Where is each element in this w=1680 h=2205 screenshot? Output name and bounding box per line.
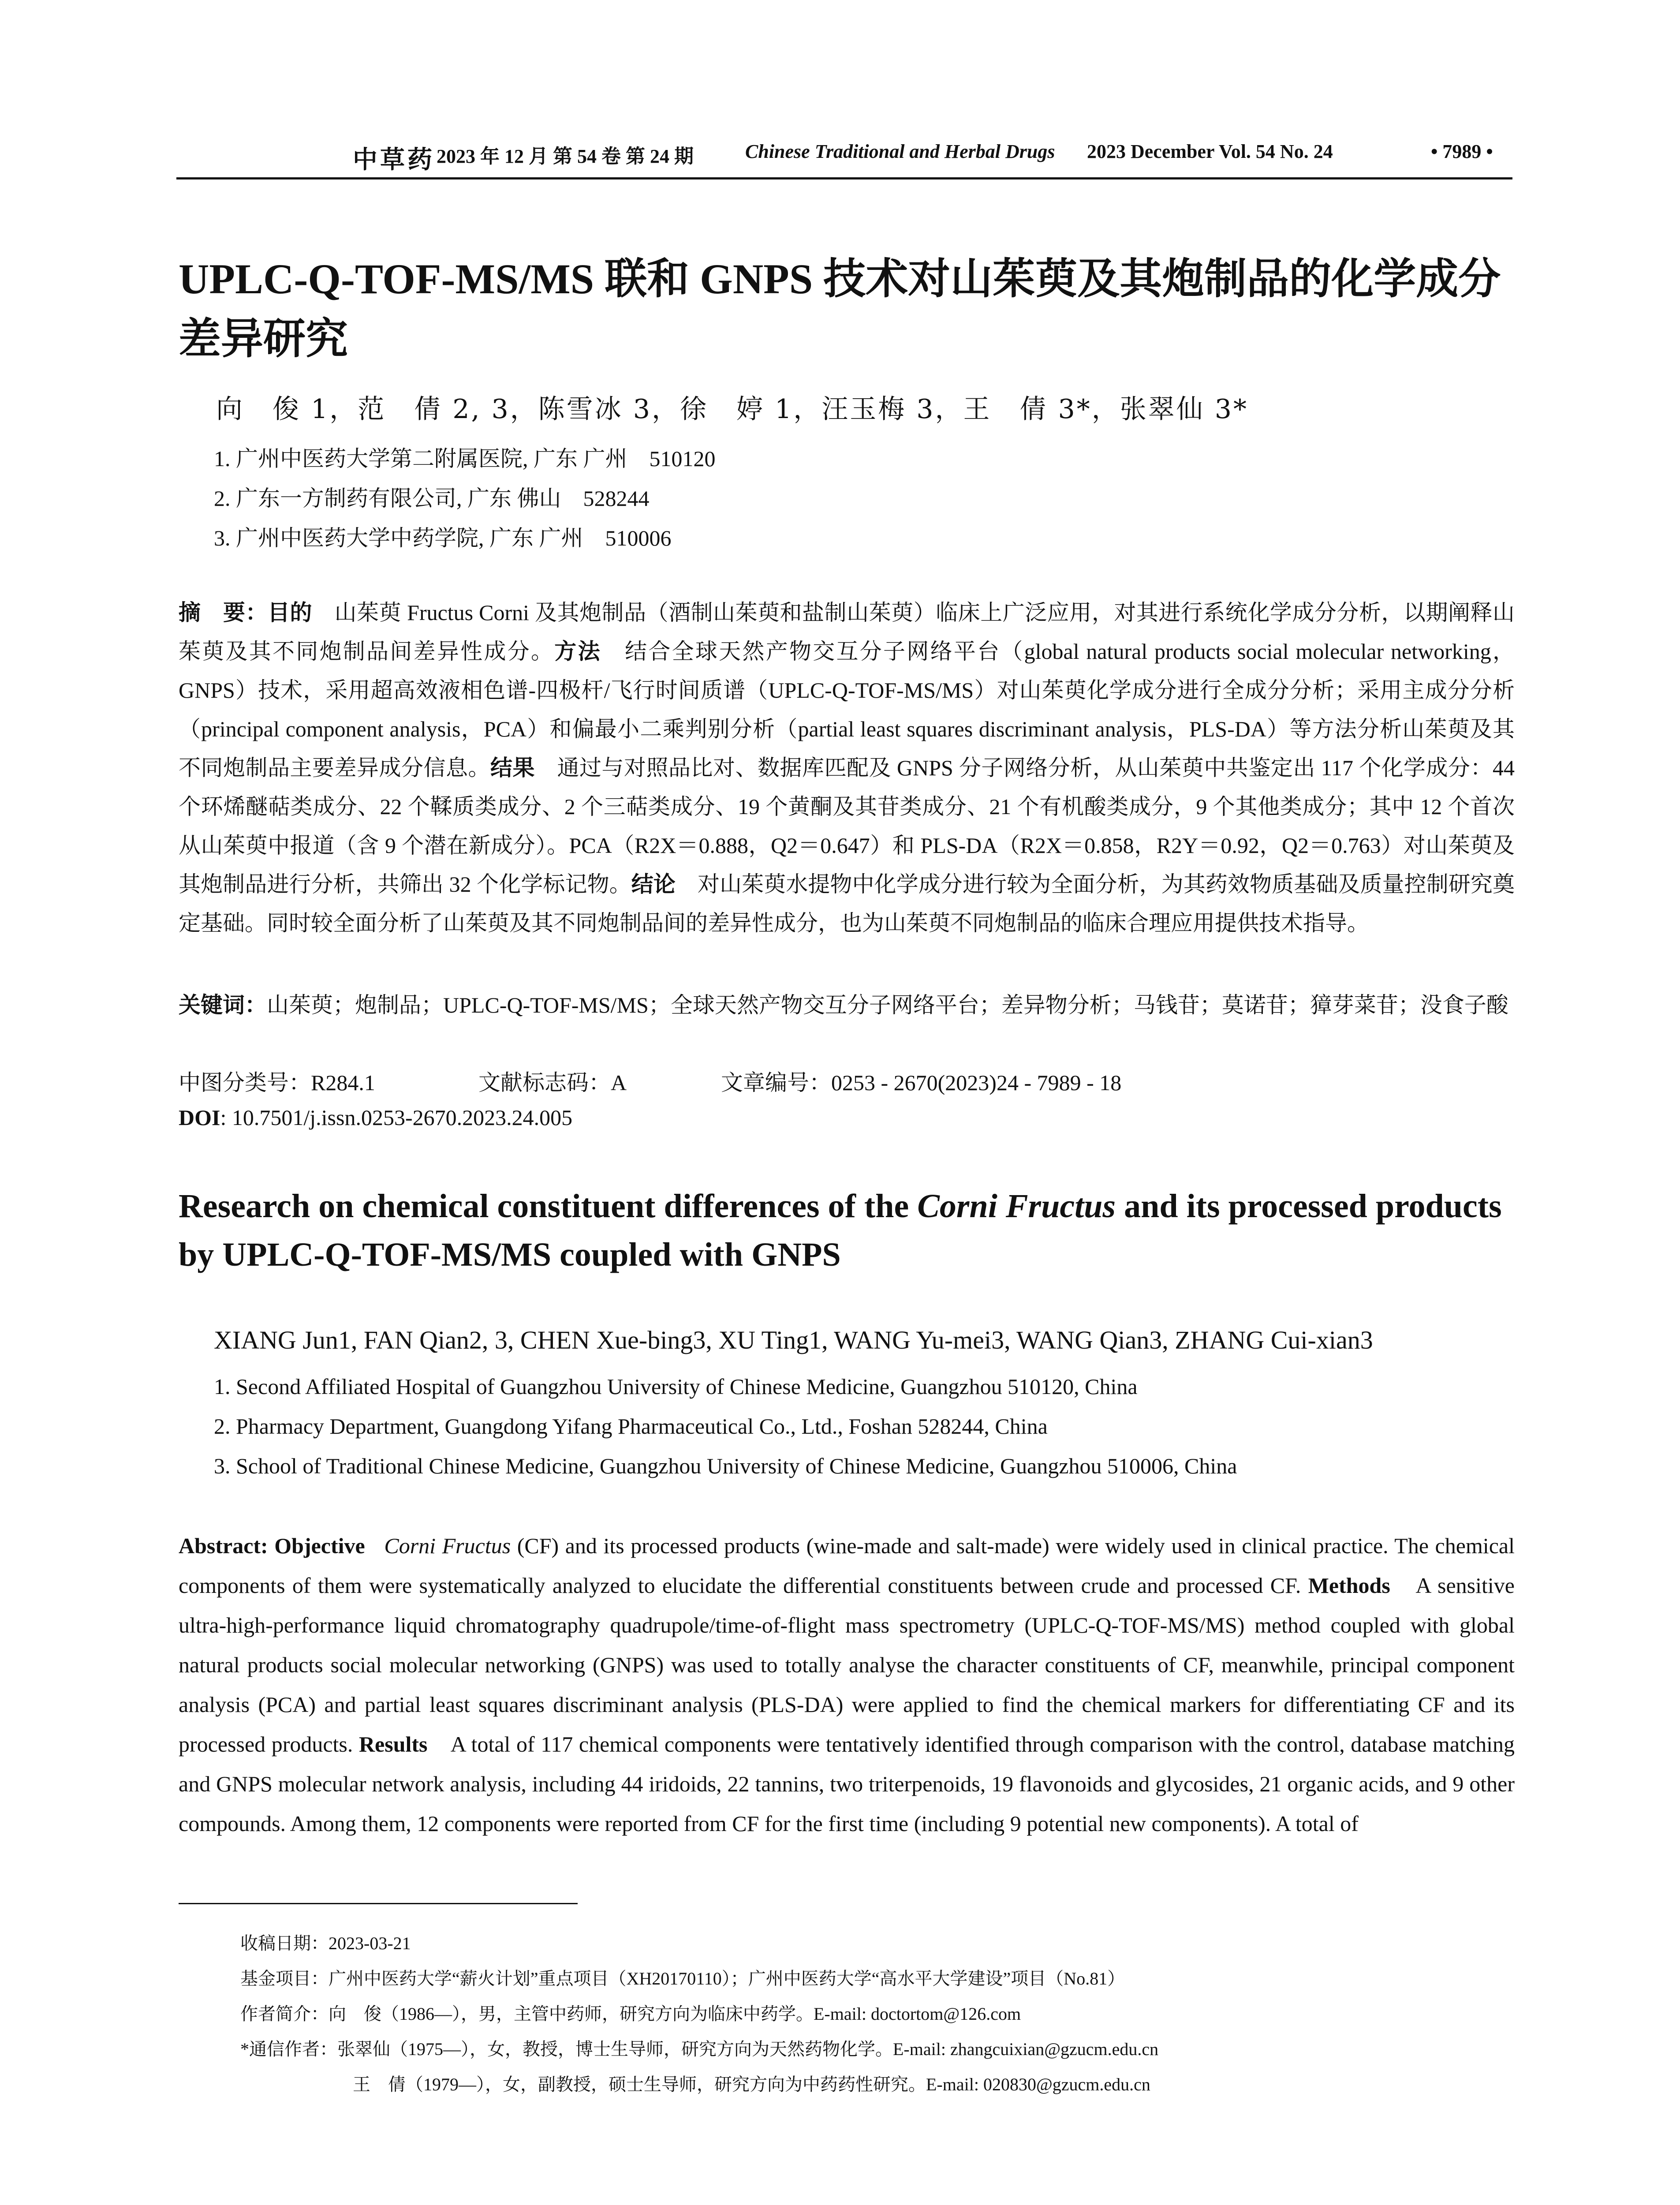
corresponding-author-2: 王 倩（1979—），女，副教授，硕士生导师，研究方向为中药药性研究。E-mail: 020830@gzucm.edu.cn [353, 2074, 1150, 2094]
corresponding-author: *通信作者：张翠仙（1975—），女，教授，博士生导师，研究方向为天然药物化学。E-mail: zhangcuixian@gzucm.edu.cn [240, 2039, 1159, 2059]
abstract-label-en: Abstract: Objective [179, 1533, 365, 1558]
title-en-species: Corni Fructus [917, 1188, 1116, 1225]
article-title-cn: UPLC-Q-TOF-MS/MS 联和 GNPS 技术对山茱萸及其炮制品的化学成分差异研究 [179, 255, 1501, 363]
keywords-cn [179, 986, 1515, 1024]
conclusion-label-cn: 结论 [631, 872, 676, 897]
conclusion-text-cn: 对山茱萸水提物中化学成分进行较为全面分析，为其药效物质基础及质量控制研究奠定基础。同时较全面分析了山茱萸及其不同炮制品间的差异性成分，也为山茱萸不同炮制品的临床合理应用提供技术指导。 [179, 872, 1515, 935]
abstract-cn [179, 593, 1515, 942]
results-label-en: Results [358, 1732, 428, 1757]
title-en-part-1: Research on chemical constituent differences of the [179, 1188, 918, 1225]
abstract-en [179, 1526, 1515, 1843]
keywords-text-cn: 山茱萸；炮制品；UPLC-Q-TOF-MS/MS；全球天然产物交互分子网络平台；差异物分析；马钱苷；莫诺苷；獐芽菜苷；没食子酸 [267, 993, 1508, 1017]
affiliation-en-1: 1. Second Affiliated Hospital of Guangzhou University of Chinese Medicine, Guangzhou 510120, China [214, 1374, 1138, 1399]
article-number: 文章编号：0253 - 2670(2023)24 - 7989 - 18 [721, 1070, 1122, 1095]
journal-name-en: Chinese Traditional and Herbal Drugs [745, 141, 1055, 162]
results-text-en: A total of 117 chemical components were tentatively identified through comparison with the control, database matching and GNPS molecular network analysis, including 44 iridoids, 22 tannins, two triterpenoids, 19 flavonoids and glycosides, 21 organic acids, and 9 other compounds. Among them, 12 components were reported from CF for the first time (including 9 potential new components). A total of [179, 1732, 1515, 1836]
methods-text-cn: 结合全球天然产物交互分子网络平台（global natural products social molecular networking，GNPS）技术，采用超高效液相色谱-四极杆/飞行时间质谱（UPLC-Q-TOF-MS/MS）对山茱萸化学成分进行全成分分析；采用主成分分析（principal component analysis，PCA）和偏最小二乘判别分析（partial least squares discriminant analysis，PLS-DA）等方法分析山茱萸及其不同炮制品主要差异成分信息。 [179, 639, 1515, 780]
page-number: • 7989 • [1431, 141, 1493, 162]
methods-label-en: Methods [1308, 1573, 1390, 1598]
fund-info: 基金项目：广州中医药大学“薪火计划”重点项目（XH20170110）；广州中医药大学“高水平大学建设”项目（No.81） [240, 1969, 1125, 1988]
author-bio: 作者简介：向 俊（1986—），男，主管中药师，研究方向为临床中药学。E-mail: doctortom@126.com [240, 2004, 1021, 2024]
article-title-en [179, 1182, 1523, 1279]
author-list-cn: 向 俊 1，范 倩 2, 3，陈雪冰 3，徐 婷 1，汪玉梅 3，王 倩 3*，张翠仙 3* [216, 394, 1249, 425]
keywords-label-cn: 关键词： [179, 993, 267, 1017]
doi-value: : 10.7501/j.issn.0253-2670.2023.24.005 [220, 1105, 573, 1130]
abstract-label-cn: 摘 要： [179, 600, 268, 625]
journal-name-cn: 中草药 [353, 146, 435, 174]
affiliation-en-3: 3. School of Traditional Chinese Medicine, Guangzhou University of Chinese Medicine, Guangzhou 510006, China [214, 1454, 1237, 1478]
author-list-en: XIANG Jun1, FAN Qian2, 3, CHEN Xue-bing3, XU Ting1, WANG Yu-mei3, WANG Qian3, ZHANG Cui-xian3 [214, 1326, 1373, 1354]
objective-label-cn: 目的 [268, 600, 313, 625]
title-en-part-2: and its processed products by UPLC-Q-TOF-MS/MS coupled with GNPS [179, 1188, 1502, 1273]
results-text-cn: 通过与对照品比对、数据库匹配及 GNPS 分子网络分析，从山茱萸中共鉴定出 117 个化学成分：44 个环烯醚萜类成分、22 个鞣质类成分、2 个三萜类成分、19 个黄酮及其苷类成分、21 个有机酸类成分，9 个其他类成分；其中 12 个首次从山茱萸中报道（含 9 个潜在新成分）。PCA（R2X＝0.888，Q2＝0.647）和 PLS-DA（R2X＝0.858，R2Y＝0.92，Q2＝0.763）对山茱萸及其炮制品进行分析，共筛出 32 个化学标记物。 [179, 755, 1515, 897]
doi-label: DOI [179, 1105, 220, 1130]
clc-number: 中图分类号：R284.1 [179, 1070, 375, 1095]
objective-text-en: (CF) and its processed products (wine-made and salt-made) were widely used in clinical practice. The chemical components of them were systematically analyzed to elucidate the differential constituents between crude and processed CF. [179, 1533, 1515, 1598]
affiliation-cn-1: 1. 广州中医药大学第二附属医院, 广东 广州 510120 [214, 446, 716, 471]
affiliation-en-2: 2. Pharmacy Department, Guangdong Yifang Pharmaceutical Co., Ltd., Foshan 528244, China [214, 1414, 1048, 1439]
objective-species-en: Corni Fructus [384, 1533, 511, 1558]
issue-info-cn: 2023 年 12 月 第 54 卷 第 24 期 [437, 146, 694, 167]
doi [179, 1105, 572, 1130]
methods-text-en: A sensitive ultra-high-performance liquid chromatography quadrupole/time-of-flight mass spectrometry (UPLC-Q-TOF-MS/MS) method coupled with global natural products social molecular networking (GNPS) was used to totally analyse the character constituents of CF, meanwhile, principal component analysis (PCA) and partial least squares discriminant analysis (PLS-DA) were applied to find the chemical markers for differentiating CF and its processed products. [179, 1573, 1515, 1757]
affiliation-cn-3: 3. 广州中医药大学中药学院, 广东 广州 510006 [214, 526, 672, 550]
document-code: 文献标志码：A [478, 1070, 627, 1095]
header-divider [176, 177, 1512, 179]
footnote-divider [179, 1903, 578, 1904]
received-date: 收稿日期：2023-03-21 [240, 1933, 411, 1953]
objective-text-cn: 山茱萸 Fructus Corni 及其炮制品（酒制山茱萸和盐制山茱萸）临床上广泛应用，对其进行系统化学成分分析，以期阐释山茱萸及其不同炮制品间差异性成分。 [179, 600, 1515, 664]
results-label-cn: 结果 [490, 755, 535, 780]
issue-info-en: 2023 December Vol. 54 No. 24 [1087, 141, 1333, 162]
methods-label-cn: 方法 [554, 639, 601, 664]
affiliation-cn-2: 2. 广东一方制药有限公司, 广东 佛山 528244 [214, 486, 650, 511]
